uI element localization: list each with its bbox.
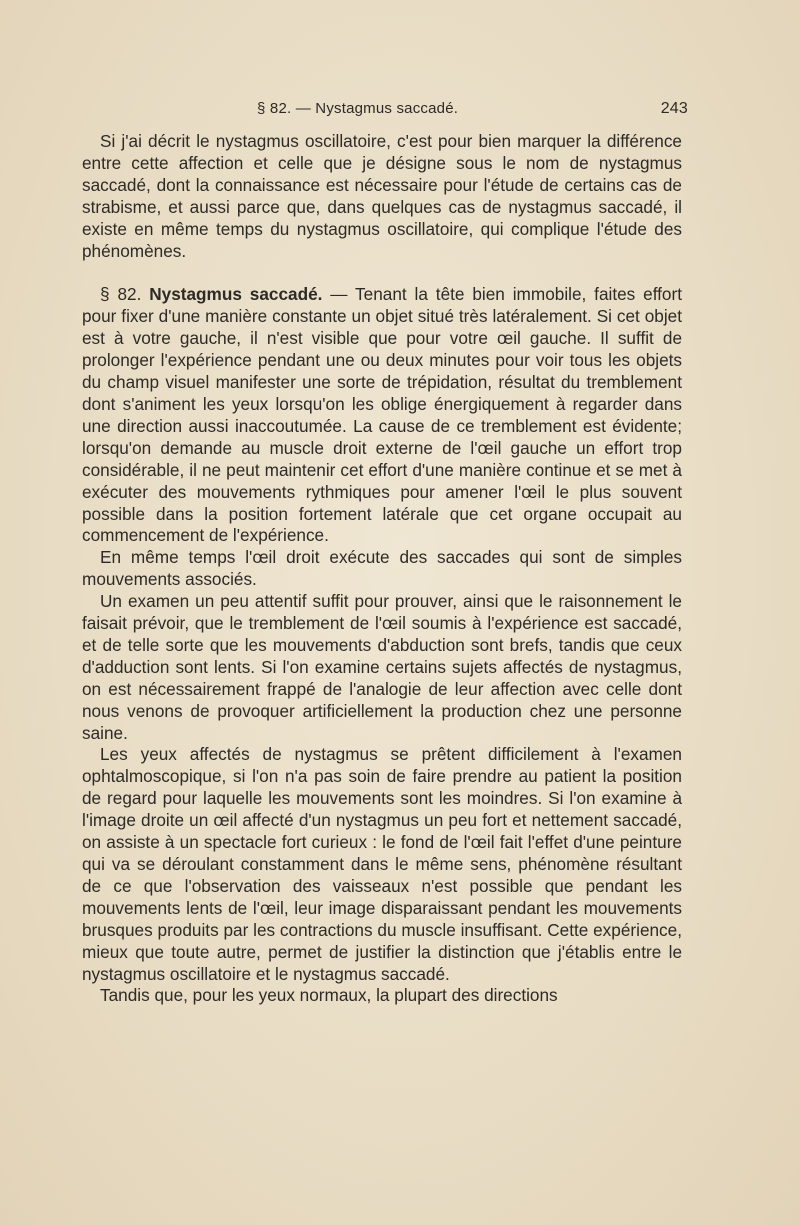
section-heading: Nystagmus saccadé. (149, 284, 323, 305)
paragraph: Les yeux affectés de nystagmus se prêtent difficilement à l'examen ophtalmoscopique, si l'on n'a pas soin de faire prendre au patient la position de regard pour laquelle les mouvements sont les moindres. Si l'on examine à l'image droite un œil affecté d'un nystagmus un peu fort et nettement saccadé, on assiste à un spectacle fort curieux : le fond de l'œil fait l'effet d'une peinture qui va se déroulant constamment dans le même sens, phénomène résultant de ce que l'observation des vaisseaux n'est possible que pendant les mouvements lents de l'œil, leur image disparaissant pendant les mouvements brusques produits par les contractions du muscle insuffisant. Cette expérience, mieux que toute autre, permet de justifier la distinction que j'établis entre le nystagmus oscillatoire et le nystagmus saccadé. (82, 744, 682, 984)
section-number: § 82. (100, 284, 150, 305)
page-number: 243 (660, 100, 688, 117)
paragraph: En même temps l'œil droit exécute des saccades qui sont de simples mouvements associés. (82, 547, 682, 590)
paragraph: Un examen un peu attentif suffit pour prouver, ainsi que le raisonnement le faisait prévoir, que le tremblement de l'œil soumis à l'expérience est saccadé, et de telle sorte que les mouvements d'abduction sont brefs, tandis que ceux d'adduction sont lents. Si l'on examine certains sujets affectés de nystagmus, on est nécessairement frappé de l'analogie de leur affection avec celle dont nous venons de provoquer artificiellement la production chez une personne saine. (82, 591, 682, 743)
section-title: § 82. — Nystagmus saccadé. (257, 100, 459, 117)
running-header (82, 100, 688, 126)
paragraph: Si j'ai décrit le nystagmus oscillatoire, c'est pour bien marquer la différence entre cette affection et celle que je désigne sous le nom de nystagmus saccadé, dont la connaissance est nécessaire pour l'étude de certains cas de strabisme, et aussi parce que, dans quelques cas de nystagmus saccadé, il existe en même temps du nystagmus oscillatoire, qui complique l'étude des phénomènes. (82, 131, 682, 261)
paragraph: Tandis que, pour les yeux normaux, la plupart des directions (100, 985, 558, 1006)
body-text (82, 131, 682, 1007)
paragraph-text: — Tenant la tête bien immobile, faites effort pour fixer d'une manière constante un objet situé très latéralement. Si cet objet est à votre gauche, il n'est visible que pour votre œil gauche. Il suffit de prolonger l'expérience pendant une ou deux minutes pour voir tous les objets du champ visuel manifester une sorte de trépidation, résultat du tremblement dont s'animent les yeux lorsqu'on les oblige énergiquement à regarder dans une direction aussi inaccoutumée. La cause de ce tremblement est évidente; lorsqu'on demande au muscle droit externe de l'œil gauche un effort trop considérable, il ne peut maintenir cet effort d'une manière continue et se met à exécuter des mouvements rythmiques pour amener l'œil le plus souvent possible dans la position fortement latérale que cet organe occupait au commencement de l'expérience. (82, 284, 682, 546)
section-paragraph (82, 284, 682, 547)
